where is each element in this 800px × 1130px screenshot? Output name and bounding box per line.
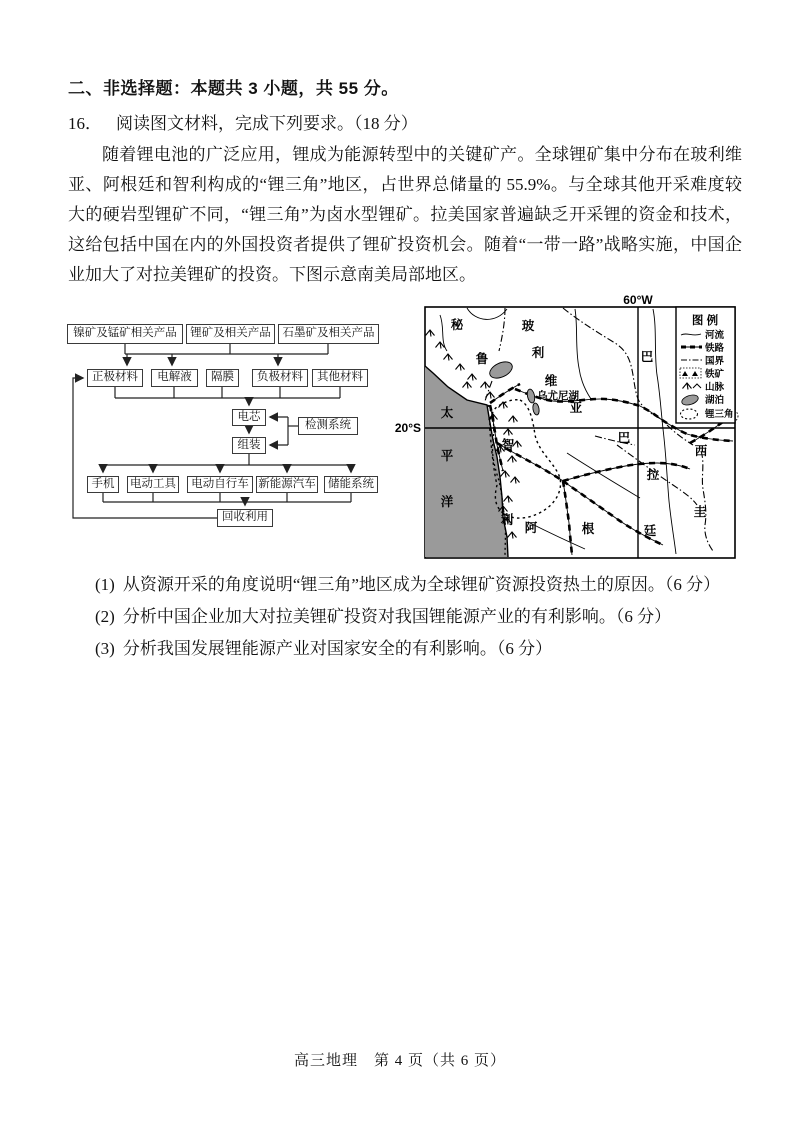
label-bolivia-2: 利 [531,346,545,360]
label-peru-2: 鲁 [475,352,489,366]
node-recycling: 回收利用 [217,509,273,527]
question-passage: 随着锂电池的广泛应用，锂成为能源转型中的关键矿产。全球锂矿集中分布在玻利维亚、阿根廷和智利构成的“锂三角”地区，占世界总储量的 55.9%。与全球其他开采难度较大的硬岩型锂矿不同，“锂三角”为卤水型锂矿。拉美国家普遍缺乏开采锂的资金和技术，这给包括中国在内的外国投资者提供了锂矿投资机会。随着“一带一路”战略实施，中国企业加大了对拉美锂矿的投资。下图示意南美局部地区。 [68,145,742,284]
label-bolivia-1: 玻 [521,319,535,333]
legend-item-li-triangle: 锂三角 [705,409,734,420]
legend-item-lake: 湖泊 [705,395,725,406]
flowchart-connectors [60,310,412,542]
node-power-tools: 电动工具 [127,476,179,493]
question-number: 16． [68,114,102,133]
legend-item-border: 国界 [705,356,725,367]
south-america-map [395,293,745,563]
legend-item-iron: 铁矿 [705,369,725,380]
lithium-industry-flowchart [60,310,412,542]
node-cathode-material: 正极材料 [87,369,143,387]
map-legend [676,307,735,423]
legend-item-river: 河流 [705,330,725,341]
label-brazil-2: 西 [694,444,708,458]
label-paraguay-1: 巴 [617,431,631,445]
sub-question-2-text: 分析中国企业加大对拉美锂矿投资对我国锂能源产业的有利影响。（6 分） [122,607,672,626]
node-anode-material: 负极材料 [252,369,308,387]
label-pacific-3: 洋 [440,495,454,509]
label-argentina-3: 廷 [643,524,657,538]
sub-question-3 [95,638,755,659]
node-assembly: 组装 [232,437,266,454]
node-electrolyte: 电解液 [151,369,198,387]
node-nickel-manganese-products: 镍矿及锰矿相关产品 [67,324,183,344]
label-argentina-1: 阿 [524,521,538,535]
label-pacific-1: 太 [440,406,454,420]
sub-question-1-text: 从资源开采的角度说明“锂三角”地区成为全球锂矿资源投资热土的原因。（6 分） [122,575,721,594]
node-new-energy-vehicle: 新能源汽车 [256,476,318,493]
node-battery-cell: 电芯 [232,409,266,426]
node-other-material: 其他材料 [312,369,368,387]
page-footer: 高三地理 第 4 页（共 6 页） [293,1053,506,1069]
label-uyuni-lake: 乌尤尼湖 [537,390,579,402]
node-testing-system: 检测系统 [298,417,358,435]
label-chile-1: 智 [501,438,515,452]
label-bolivia-3: 维 [544,374,558,388]
label-peru-1: 秘 [450,318,464,332]
node-mobile-phone: 手机 [87,476,119,493]
legend-item-mountain: 山脉 [705,382,725,393]
label-pacific-2: 平 [440,449,454,463]
sub-question-1-number: (1) [95,575,115,594]
label-argentina-2: 根 [581,522,595,536]
label-chile-2: 利 [500,513,514,527]
node-separator: 隔膜 [206,369,239,387]
sub-question-2 [95,606,755,627]
node-lithium-products: 锂矿及相关产品 [186,324,275,344]
label-paraguay-3: 圭 [693,505,707,519]
legend-title: 图 例 [691,315,719,327]
label-bolivia-4: 亚 [569,401,583,415]
label-brazil-1: 巴 [640,350,654,364]
latitude-label: 20°S [395,421,421,435]
node-graphite-products: 石墨矿及相关产品 [278,324,379,344]
sub-question-1 [95,574,755,595]
node-electric-bicycle: 电动自行车 [187,476,253,493]
legend-item-railway: 铁路 [705,343,725,354]
section-heading: 二、非选择题：本题共 3 小题，共 55 分。 [68,79,399,98]
node-energy-storage: 储能系统 [324,476,378,493]
map-svg [395,293,745,563]
question-intro: 阅读图文材料，完成下列要求。（18 分） [116,114,418,133]
label-paraguay-2: 拉 [646,468,660,482]
sub-question-3-number: (3) [95,639,115,658]
sub-question-2-number: (2) [95,607,115,626]
longitude-label: 60°W [623,293,653,307]
sub-question-3-text: 分析我国发展锂能源产业对国家安全的有利影响。（6 分） [122,639,553,658]
question-16-line [68,109,748,134]
